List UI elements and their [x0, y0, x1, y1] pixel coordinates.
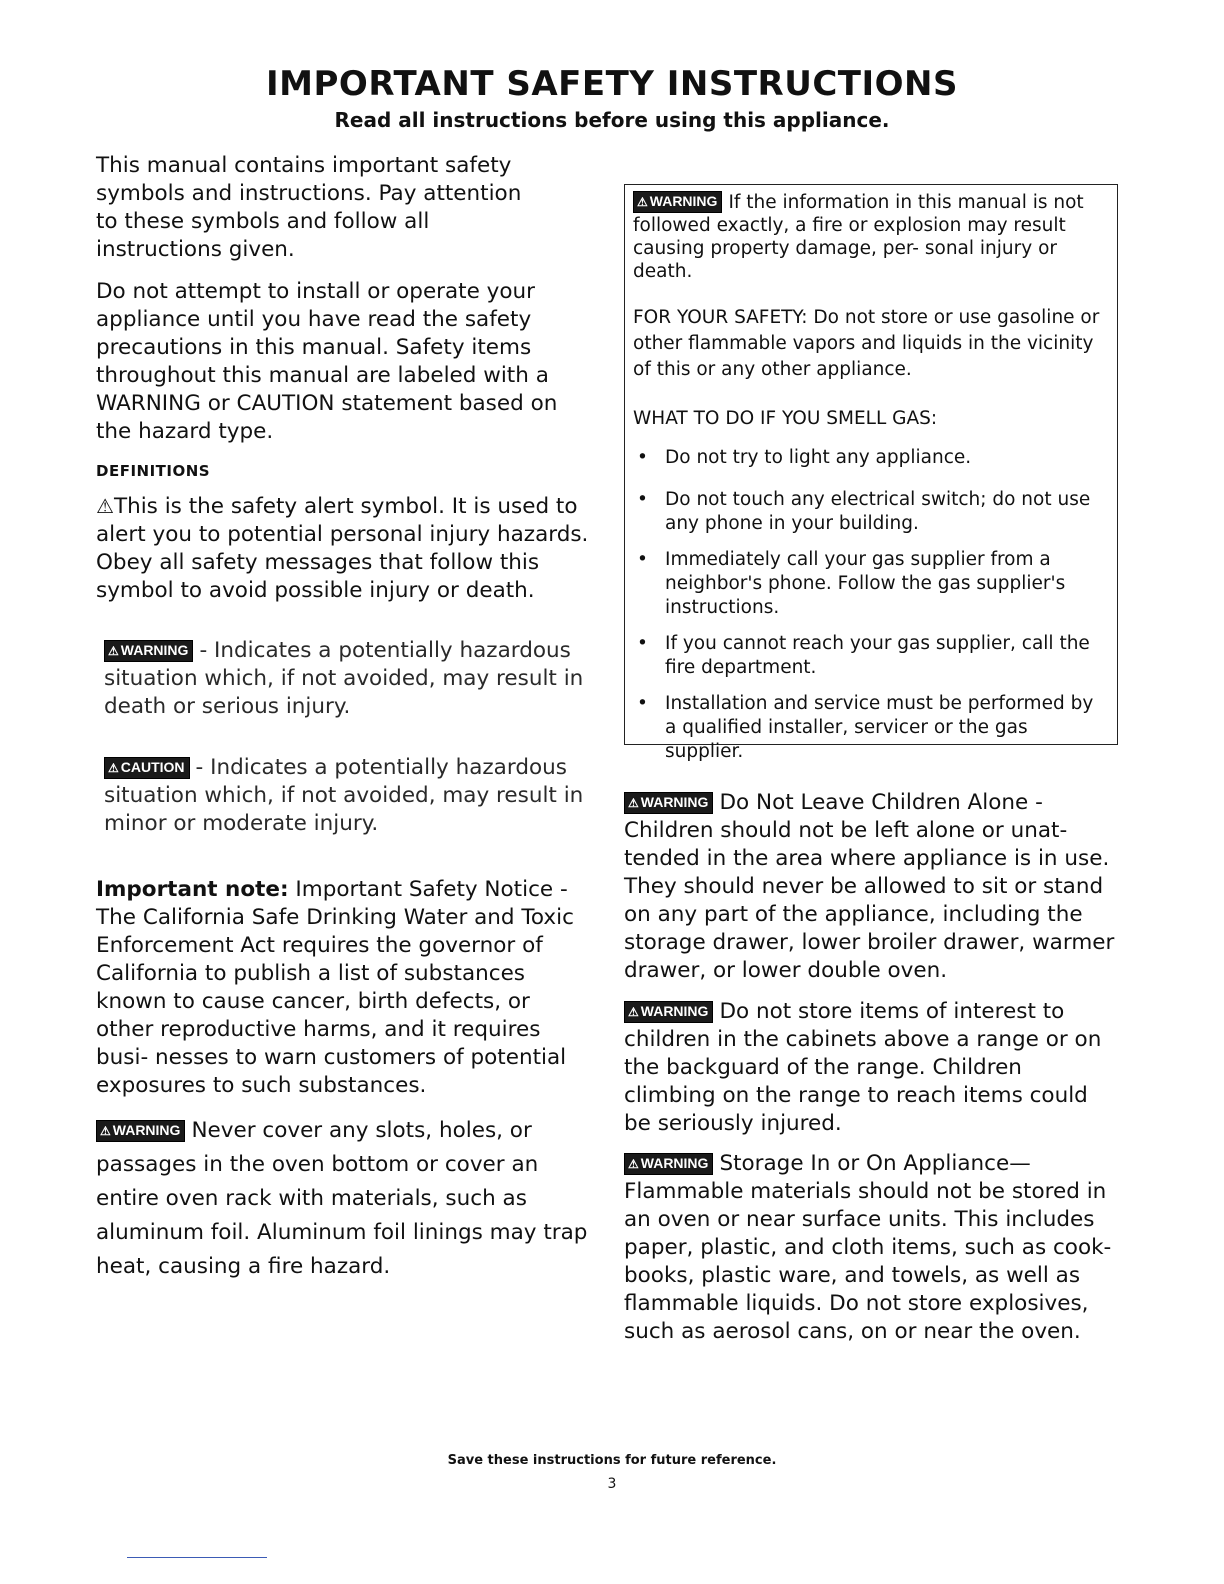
warning-badge-label: WARNING	[640, 1155, 709, 1171]
children-alone-warning	[624, 789, 1118, 985]
important-note-text: Important Safety Notice - The California Safe Drinking Water and Toxic Enforcement Act requires the governor of California to publish a list of substances known to cause cancer, birth defects, or other reproductive harms, and it requires busi- nesses to warn customers of potential exposures to such substances.	[96, 877, 574, 1098]
page-number: 3	[607, 1476, 617, 1492]
smell-gas-list	[633, 446, 1109, 764]
storage-text: Storage In or On Appliance— Flammable materials should not be stored in an oven or near surface units. This includes paper, plastic, and cloth items, such as cook- books, plastic ware, and towels, as well as flammable liquids. Do not store explosives, such as aerosol cans, on or near the oven.	[624, 1151, 1112, 1344]
warning-triangle-icon: ⚠	[628, 796, 639, 810]
caution-definition	[104, 754, 594, 838]
warning-badge	[624, 1153, 713, 1175]
for-your-safety	[633, 305, 1109, 383]
important-note-label: Important note:	[96, 877, 289, 902]
slots-warning	[96, 1114, 591, 1284]
page-subtitle: Read all instructions before using this appliance.	[334, 108, 890, 132]
list-item: • If you cannot reach your gas supplier, call the fire department.	[633, 632, 1109, 680]
warning-triangle-icon: ⚠	[108, 644, 119, 658]
warning-triangle-icon: ⚠	[628, 1157, 639, 1171]
caution-triangle-icon: ⚠	[108, 761, 119, 775]
caution-definition-text: - Indicates a potentially hazardous situation which, if not avoided, may result in minor or moderate injury.	[104, 755, 584, 836]
list-item: • Installation and service must be performed by a qualified installer, servicer or the gas supplier.	[633, 692, 1109, 764]
items-of-interest-text: Do not store items of interest to children in the cabinets above a range or on the backguard of the range. Children climbing on the range to reach items could be seriously injured.	[624, 999, 1102, 1136]
warning-badge-label: WARNING	[120, 642, 189, 658]
list-item: • Do not try to light any appliance.	[633, 446, 1109, 470]
warning-badge-label: WARNING	[649, 193, 718, 209]
smell-gas-heading: WHAT TO DO IF YOU SMELL GAS:	[633, 408, 938, 429]
warning-badge-label: WARNING	[640, 794, 709, 810]
intro-paragraph: This manual contains important safety symbols and instructions. Pay attention to these symbols and follow all instructions given.	[96, 153, 522, 262]
slots-warning-text: Never cover any slots, holes, or passages in the oven bottom or cover an entire oven rack with materials, such as aluminum foil. Aluminum foil linings may trap heat, causing a fire hazard.	[96, 1118, 588, 1279]
warning-triangle-icon: ⚠	[637, 195, 648, 209]
warning-badge	[633, 191, 722, 213]
box-intro	[633, 191, 1109, 283]
warning-definition-text: - Indicates a potentially hazardous situation which, if not avoided, may result in death or serious injury.	[104, 638, 584, 719]
for-your-safety-text: Do not store or use gasoline or other flammable vapors and liquids in the vicinity of this or any other appliance.	[633, 307, 1100, 380]
list-item: • Immediately call your gas supplier from a neighbor's phone. Follow the gas supplier's instructions.	[633, 548, 1109, 620]
list-item: • Do not touch any electrical switch; do not use any phone in your building.	[633, 488, 1109, 536]
warning-triangle-icon: ⚠	[100, 1124, 111, 1138]
safety-alert-definition	[96, 492, 591, 605]
definitions-heading: DEFINITIONS	[96, 462, 211, 480]
page-title: IMPORTANT SAFETY INSTRUCTIONS	[266, 64, 958, 104]
warning-badge-label: WARNING	[640, 1003, 709, 1019]
caution-badge	[104, 757, 190, 779]
for-your-safety-label: FOR YOUR SAFETY:	[633, 307, 808, 328]
gas-warning-box	[624, 184, 1118, 762]
warning-badge-label: WARNING	[112, 1122, 181, 1138]
storage-warning	[624, 1150, 1118, 1346]
safety-alert-text: This is the safety alert symbol. It is used to alert you to potential personal injury hazards. Obey all safety messages that follow this symbol to avoid possible injury or death.	[96, 494, 589, 603]
warning-badge	[624, 1001, 713, 1023]
warning-badge	[104, 640, 193, 662]
important-note	[96, 876, 591, 1100]
warning-triangle-icon: ⚠	[628, 1005, 639, 1019]
warning-badge	[96, 1120, 185, 1142]
footer-note: Save these instructions for future reference.	[447, 1453, 777, 1468]
precautions-paragraph: Do not attempt to install or operate your appliance until you have read the safety precautions in this manual. Safety items throughout this manual are labeled with a WARNING or CAUTION statement based on the hazard type.	[96, 279, 558, 444]
caution-badge-label: CAUTION	[120, 759, 185, 775]
footer-rule	[127, 1557, 267, 1558]
children-alone-text: Do Not Leave Children Alone - Children should not be left alone or unat- tended in the area where appliance is in use. They should never be allowed to sit or stand on any part of the appliance, including the storage drawer, lower broiler drawer, warmer drawer, or lower double oven.	[624, 790, 1115, 983]
safety-alert-icon: ⚠	[96, 494, 114, 518]
warning-badge	[624, 792, 713, 814]
warning-definition	[104, 637, 594, 721]
box-intro-text: If the information in this manual is not followed exactly, a fire or explosion may result causing property damage, per- sonal injury or death.	[633, 192, 1084, 282]
items-of-interest-warning	[624, 998, 1118, 1138]
